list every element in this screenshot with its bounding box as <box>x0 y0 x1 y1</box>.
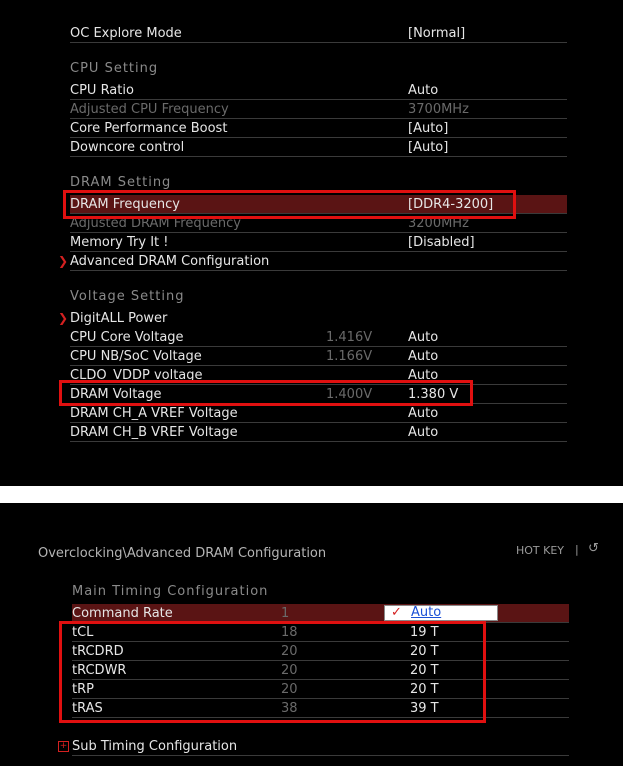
dram-voltage-value[interactable]: 1.380 V <box>408 387 459 402</box>
adjusted-cpu-frequency-value: 3700MHz <box>408 102 469 117</box>
trp-value[interactable]: 20 T <box>410 682 439 697</box>
dram-chb-vref-voltage-row[interactable] <box>70 423 567 442</box>
dram-voltage-label: DRAM Voltage <box>70 387 162 402</box>
trcdwr-value[interactable]: 20 T <box>410 663 439 678</box>
cpu-nb-soc-voltage-value[interactable]: Auto <box>408 349 439 364</box>
trcdwr-label: tRCDWR <box>72 663 127 678</box>
trcdrd-label: tRCDRD <box>72 644 124 659</box>
tcl-value[interactable]: 19 T <box>410 625 439 640</box>
core-performance-boost-value[interactable]: [Auto] <box>408 121 449 136</box>
dram-voltage-highlight-box <box>59 380 473 406</box>
trp-current: 20 <box>281 682 298 697</box>
dram-voltage-current: 1.400V <box>326 387 373 402</box>
trcdrd-value[interactable]: 20 T <box>410 644 439 659</box>
dram-chb-vref-voltage-label: DRAM CH_B VREF Voltage <box>70 425 238 440</box>
digitall-power-label: DigitALL Power <box>70 311 168 326</box>
cpu-core-voltage-value[interactable]: Auto <box>408 330 439 345</box>
tras-label: tRAS <box>72 701 103 716</box>
cpu-core-voltage-row[interactable] <box>70 328 567 347</box>
core-performance-boost-label: Core Performance Boost <box>70 121 228 136</box>
sub-timing-configuration-row[interactable] <box>72 737 569 756</box>
tras-value[interactable]: 39 T <box>410 701 439 716</box>
adjusted-dram-frequency-label: Adjusted DRAM Frequency <box>70 216 241 231</box>
oc-explore-mode-value[interactable]: [Normal] <box>408 26 466 41</box>
command-rate-input[interactable] <box>384 605 498 621</box>
breadcrumb: Overclocking\Advanced DRAM Configuration <box>38 546 327 561</box>
trcdrd-current: 20 <box>281 644 298 659</box>
dram-chb-vref-voltage-value[interactable]: Auto <box>408 425 439 440</box>
cldo-vddp-voltage-label: CLDO_VDDP voltage <box>70 368 203 383</box>
digitall-power-row[interactable] <box>58 309 567 328</box>
dram-cha-vref-voltage-row[interactable] <box>70 404 567 423</box>
hotkey-separator: | <box>575 543 579 556</box>
advanced-dram-panel <box>0 503 623 766</box>
adjusted-dram-frequency-value: 3200MHz <box>408 216 469 231</box>
memory-try-it-label: Memory Try It ! <box>70 235 169 250</box>
chevron-right-icon: ❯ <box>58 311 69 325</box>
downcore-control-row[interactable] <box>70 138 567 157</box>
dram-setting-heading: DRAM Setting <box>70 175 172 190</box>
cpu-core-voltage-label: CPU Core Voltage <box>70 330 184 345</box>
main-timing-heading: Main Timing Configuration <box>72 584 269 599</box>
tcl-current: 18 <box>281 625 298 640</box>
dram-cha-vref-voltage-label: DRAM CH_A VREF Voltage <box>70 406 238 421</box>
oc-explore-mode-label: OC Explore Mode <box>70 26 182 41</box>
chevron-right-icon: ❯ <box>58 254 69 268</box>
dram-frequency-label: DRAM Frequency <box>70 197 180 212</box>
dram-frequency-highlight-box <box>63 190 516 219</box>
cpu-ratio-row[interactable] <box>70 81 567 100</box>
cpu-ratio-value[interactable]: Auto <box>408 83 439 98</box>
adjusted-cpu-frequency-label: Adjusted CPU Frequency <box>70 102 229 117</box>
cpu-core-voltage-current: 1.416V <box>326 330 373 345</box>
cpu-setting-heading: CPU Setting <box>70 61 159 76</box>
cpu-nb-soc-voltage-row[interactable] <box>70 347 567 366</box>
pencil-icon: ✓ <box>391 605 402 620</box>
downcore-control-value[interactable]: [Auto] <box>408 140 449 155</box>
core-performance-boost-row[interactable] <box>70 119 567 138</box>
trcdwr-current: 20 <box>281 663 298 678</box>
cpu-ratio-label: CPU Ratio <box>70 83 134 98</box>
adjusted-cpu-frequency-row <box>70 100 567 119</box>
cpu-nb-soc-voltage-current: 1.166V <box>326 349 373 364</box>
command-rate-current: 1 <box>281 606 290 621</box>
cldo-vddp-voltage-value[interactable]: Auto <box>408 368 439 383</box>
trp-label: tRP <box>72 682 94 697</box>
advanced-dram-configuration-row[interactable] <box>58 252 567 271</box>
timings-highlight-box <box>59 621 486 723</box>
hotkey-button[interactable]: HOT KEY <box>516 544 565 557</box>
back-icon[interactable]: ↺ <box>588 541 599 556</box>
cpu-nb-soc-voltage-label: CPU NB/SoC Voltage <box>70 349 202 364</box>
downcore-control-label: Downcore control <box>70 140 185 155</box>
tras-current: 38 <box>281 701 298 716</box>
voltage-setting-heading: Voltage Setting <box>70 289 185 304</box>
dram-cha-vref-voltage-value[interactable]: Auto <box>408 406 439 421</box>
command-rate-label: Command Rate <box>72 606 173 621</box>
oc-explore-mode-row[interactable] <box>70 24 567 43</box>
tcl-label: tCL <box>72 625 94 640</box>
command-rate-input-value: Auto <box>411 605 442 620</box>
memory-try-it-row[interactable] <box>70 233 567 252</box>
memory-try-it-value[interactable]: [Disabled] <box>408 235 475 250</box>
advanced-dram-configuration-label: Advanced DRAM Configuration <box>70 254 270 269</box>
expand-plus-icon[interactable]: + <box>59 741 68 751</box>
dram-frequency-value[interactable]: [DDR4-3200] <box>408 197 494 212</box>
sub-timing-configuration-label: Sub Timing Configuration <box>72 739 238 754</box>
